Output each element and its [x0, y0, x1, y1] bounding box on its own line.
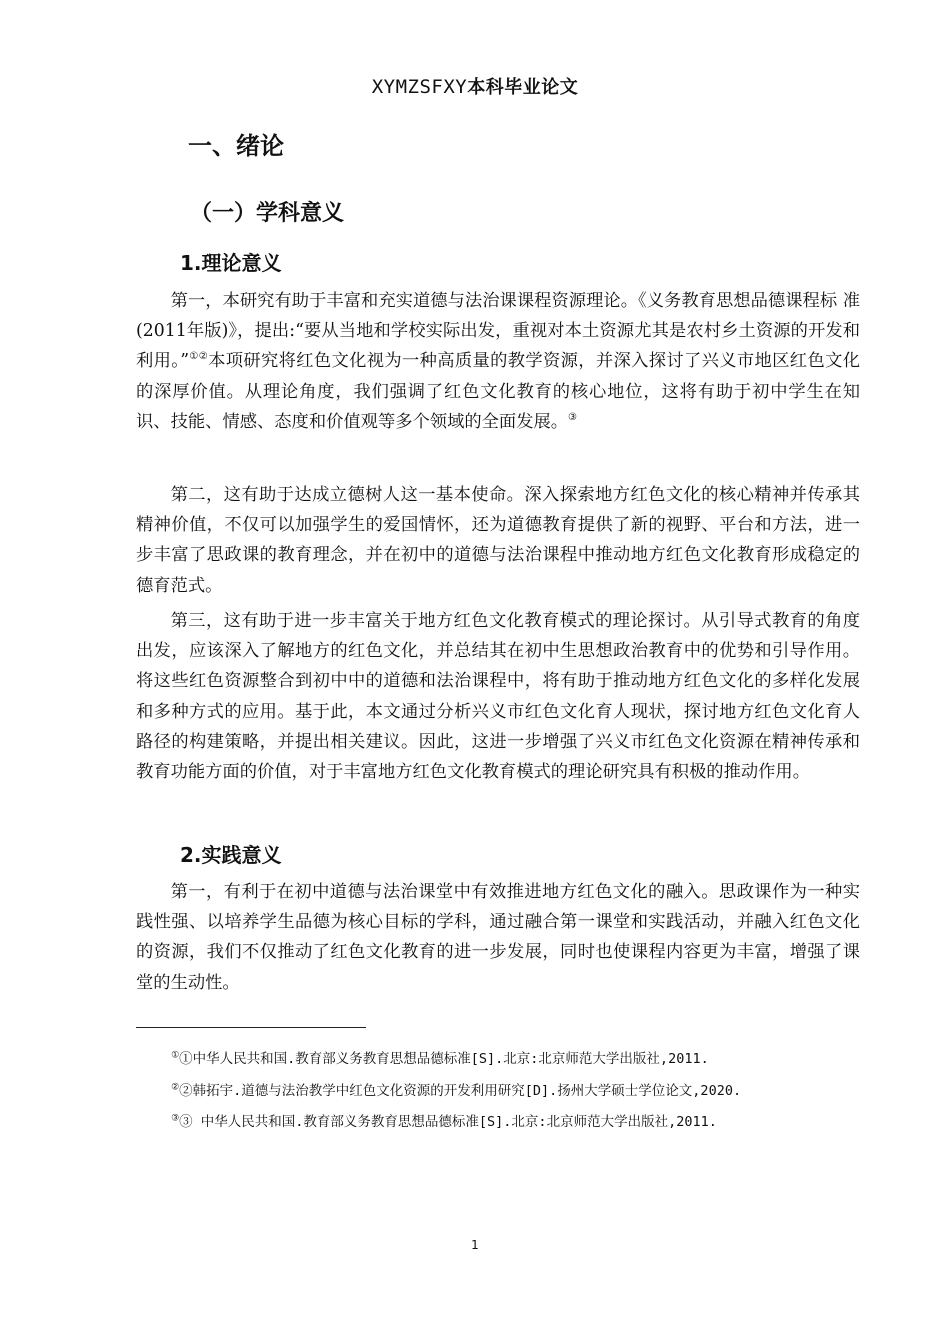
footnote-2 — [136, 1076, 836, 1108]
subsection-title-theory: 1.理论意义 — [180, 251, 282, 275]
footnote-1-number: ① — [171, 1050, 180, 1061]
footnote-1-text: ①中华人民共和国.教育部义务教育思想品德标准[S].北京:北京师范大学出版社,2011. — [179, 1051, 709, 1067]
paragraph-theory-1-part-b: 本项研究将红色文化视为一种高质量的教学资源，并深入探讨了兴义市地区红色文化的深厚价值。从理论角度，我们强调了红色文化教育的核心地位，这将有助于初中学生在知识、技能、情感、态度和价值观等多个领域的全面发展。 — [136, 351, 860, 432]
paragraph-practice-1: 第一，有利于在初中道德与法治课堂中有效推进地方红色文化的融入。思政课作为一种实践性强、以培养学生品德为核心目标的学科，通过融合第一课堂和实践活动，并融入红色文化的资源，我们不仅推动了红色文化教育的进一步发展，同时也使课程内容更为丰富，增强了课堂的生动性。 — [136, 882, 860, 993]
paragraph-theory-1 — [136, 286, 860, 437]
footnote-2-text: ②韩拓宇.道德与法治教学中红色文化资源的开发利用研究[D].扬州大学硕士学位论文,2020. — [179, 1082, 742, 1099]
paragraph-theory-2: 第二，这有助于达成立德树人这一基本使命。深入探索地方红色文化的核心精神并传承其精神价值，不仅可以加强学生的爱国情怀，还为道德教育提供了新的视野、平台和方法，进一步丰富了思政课的教育理念，并在初中的道德与法治课程中推动地方红色文化教育形成稳定的德育范式。 — [136, 485, 860, 596]
footnote-ref-3[interactable]: ③ — [568, 412, 578, 424]
footnote-1 — [136, 1044, 836, 1076]
footnotes — [136, 1044, 836, 1139]
footnote-3 — [136, 1107, 836, 1139]
header-code: XYMZSFXY — [371, 76, 468, 98]
footnote-3-number: ③ — [171, 1113, 180, 1124]
footnote-separator — [136, 1027, 366, 1028]
subsection-title-practice: 2.实践意义 — [180, 843, 282, 867]
section-title: （一）学科意义 — [190, 201, 345, 226]
footnote-ref-1-2[interactable]: ①② — [189, 351, 209, 363]
footnote-3-text: ③ 中华人民共和国.教育部义务教育思想品德标准[S].北京:北京师范大学出版社,2011. — [179, 1114, 717, 1130]
page-number: 1 — [471, 1238, 479, 1252]
footnote-2-number: ② — [171, 1082, 180, 1092]
paragraph-theory-1-part-a: 第一，本研究有助于丰富和充实道德与法治课课程资源理论。《义务教育思想品德课程标 准(2011年版)》，提出:“要从当地和学校实际出发，重视对本土资源尤其是农村乡土资源的开发和利用。” — [136, 291, 860, 372]
page-header — [0, 73, 950, 99]
paragraph-theory-3: 第三，这有助于进一步丰富关于地方红色文化教育模式的理论探讨。从引导式教育的角度出发，应该深入了解地方的红色文化，并总结其在初中生思想政治教育中的优势和引导作用。将这些红色资源整合到初中中的道德和法治课程中，将有助于推动地方红色文化的多样化发展和多种方式的应用。基于此，本文通过分析兴义市红色文化育人现状，探讨地方红色文化育人路径的构建策略，并提出相关建议。因此，这进一步增强了兴义市红色文化资源在精神传承和教育功能方面的价值，对于丰富地方红色文化教育模式的理论研究具有积极的推动作用。 — [136, 611, 860, 783]
chapter-title: 一、绪论 — [188, 132, 284, 160]
header-title: 本科毕业论文 — [467, 77, 579, 98]
